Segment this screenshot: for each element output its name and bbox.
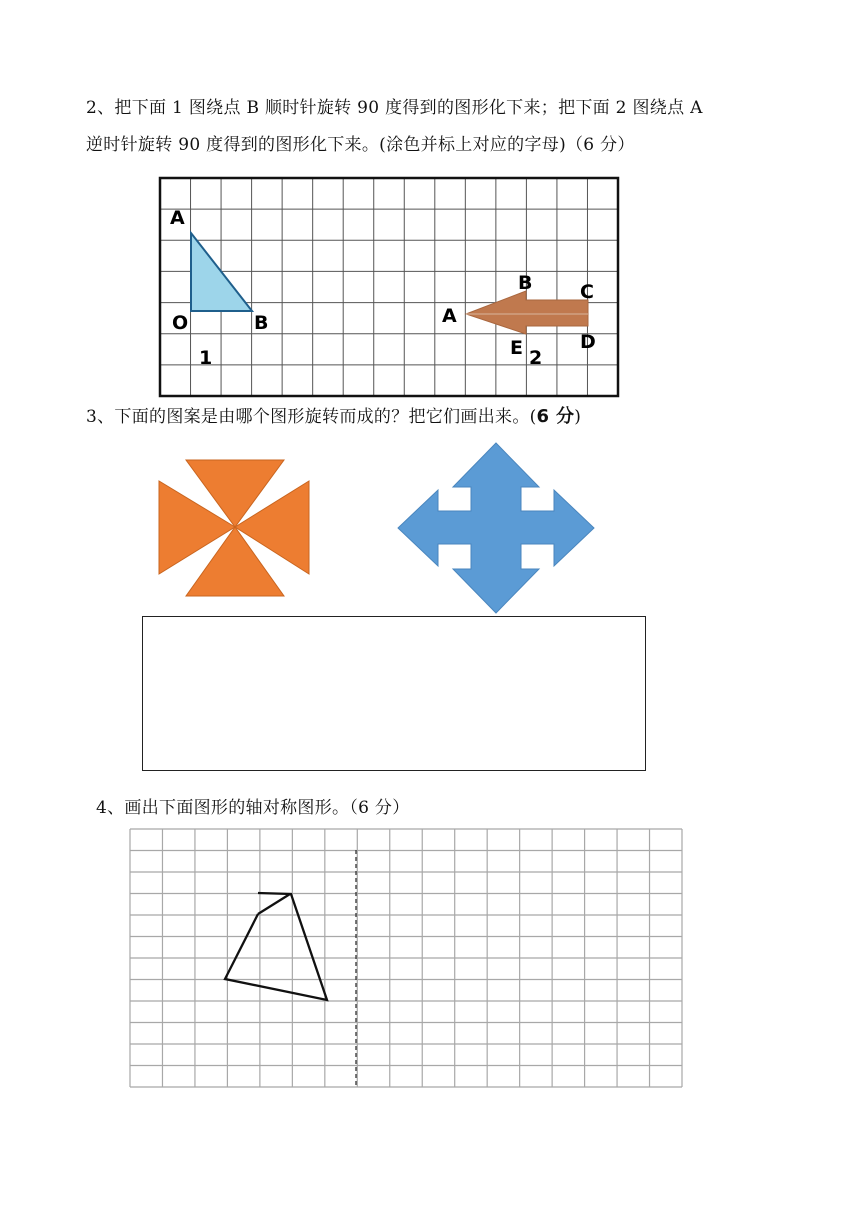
pinwheel-figure	[150, 455, 320, 605]
question-3-text: 3、下面的图案是由哪个图形旋转而成的？把它们画出来。(6 分)	[86, 406, 582, 427]
arrow-figure-2	[466, 291, 588, 334]
figure2-point-b: B	[518, 272, 533, 294]
figure2-point-e: E	[510, 337, 523, 359]
answer-box[interactable]	[142, 616, 646, 771]
cross-arrow-figure	[396, 440, 598, 618]
question-2-line-2: 逆时针旋转 90 度得到的图形化下来。(涂色并标上对应的字母)（6 分）	[86, 135, 635, 155]
figure2-number: 2	[529, 347, 543, 369]
quadrilateral-shape	[225, 893, 327, 1000]
figure1-point-b: B	[254, 312, 269, 334]
figure1-number: 1	[199, 347, 213, 369]
figure1-point-o: O	[172, 312, 189, 334]
figure2-point-a: A	[442, 305, 457, 327]
figure2-point-c: C	[580, 281, 594, 303]
question-4-text: 4、画出下面图形的轴对称图形。（6 分）	[96, 798, 410, 818]
figure2-point-d: D	[580, 331, 596, 353]
figure1-point-a: A	[170, 207, 185, 229]
symmetry-grid-figure	[128, 827, 686, 1089]
rotation-grid-figure	[158, 176, 622, 400]
four-way-arrow	[398, 443, 594, 613]
question-2-line-1: 2、把下面 1 图绕点 B 顺时针旋转 90 度得到的图形化下来；把下面 2 图绕点 A	[86, 98, 703, 118]
